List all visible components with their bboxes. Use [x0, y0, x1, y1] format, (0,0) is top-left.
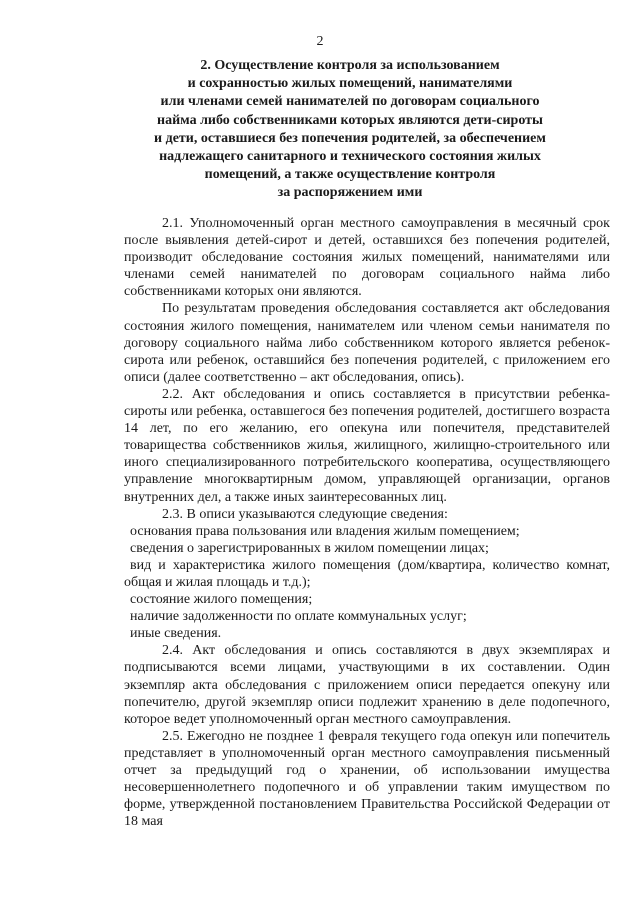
section-title-line: и сохранностью жилых помещений, нанимателями	[187, 76, 513, 92]
list-item: сведения о зарегистрированных в жилом помещении лицах;	[130, 540, 489, 556]
section-title-line: или членами семей нанимателей по договорам социального	[160, 94, 540, 110]
list-item: состояние жилого помещения;	[130, 592, 313, 608]
list-item: вид и характеристика жилого помещения (дом/квартира, количество комнат, общая и жилая площадь и т.д.);	[124, 557, 610, 590]
section-title-line: найма либо собственниками которых являются дети-сироты	[157, 112, 543, 128]
paragraph-2-5: 2.5. Ежегодно не позднее 1 февраля текущего года опекун или попечитель представляет в уполномоченный орган местного самоуправления письменный отчет за предыдущий год о хранении, об использовании имущества несовершеннолетнего подопечного и об управлении таким имуществом по форме, утвержденной постановлением Правительства Российской Федерации от 18 мая	[124, 728, 610, 830]
section-title	[115, 57, 585, 203]
section-title-line: и дети, оставшиеся без попечения родителей, за обеспечением	[154, 130, 546, 146]
paragraph-inspection-result: По результатам проведения обследования составляется акт обследования состояния жилого помещения, нанимателем или членом семьи нанимателя по договору социального найма либо собственником которого является ребенок-сирота или ребенок, оставшийся без попечения родителей, с приложением его описи (далее соответственно – акт обследования, опись).	[124, 301, 610, 385]
page-number: 2	[316, 34, 324, 49]
list-item: иные сведения.	[130, 626, 222, 642]
paragraph-2-1: 2.1. Уполномоченный орган местного самоуправления в месячный срок после выявления детей-сирот и детей, оставшихся без попечения родителей, производит обследование состояния жилых помещений, нанимателями или членами семей нанимателей по договорам социального найма либо собственниками которых они являются.	[124, 216, 610, 300]
section-title-line: 2. Осуществление контроля за использованием	[200, 58, 500, 73]
section-title-line: за распоряжением ими	[277, 185, 423, 201]
section-title-line: помещений, а также осуществление контроля	[204, 167, 496, 183]
list-item: основания права пользования или владения жилым помещением;	[130, 523, 520, 539]
section-title-line: надлежащего санитарного и технического состояния жилых	[159, 149, 541, 165]
list-item: наличие задолженности по оплате коммунальных услуг;	[130, 609, 467, 625]
body-text	[124, 215, 610, 830]
paragraph-2-4: 2.4. Акт обследования и опись составляются в двух экземплярах и подписываются всеми лицами, участвующими в их составлении. Один экземпляр акта обследования с приложением описи передается опекуну или попечителю, другой экземпляр описи подлежит хранению в деле подопечного, которое ведет уполномоченный орган местного самоуправления.	[124, 643, 610, 727]
paragraph-2-2: 2.2. Акт обследования и опись составляется в присутствии ребенка-сироты или ребенка, оставшегося без попечения родителей, достигшего возраста 14 лет, по его желанию, его опекуна или попечителя, представителей товарищества собственников жилья, жилищного, жилищно-строительного или иного специализированного потребительского кооператива, осуществляющего управление многоквартирным домом, управляющей организации, органов внутренних дел, а также иных заинтересованных лиц.	[124, 386, 610, 505]
paragraph-2-3: 2.3. В описи указываются следующие сведения:	[162, 506, 448, 522]
